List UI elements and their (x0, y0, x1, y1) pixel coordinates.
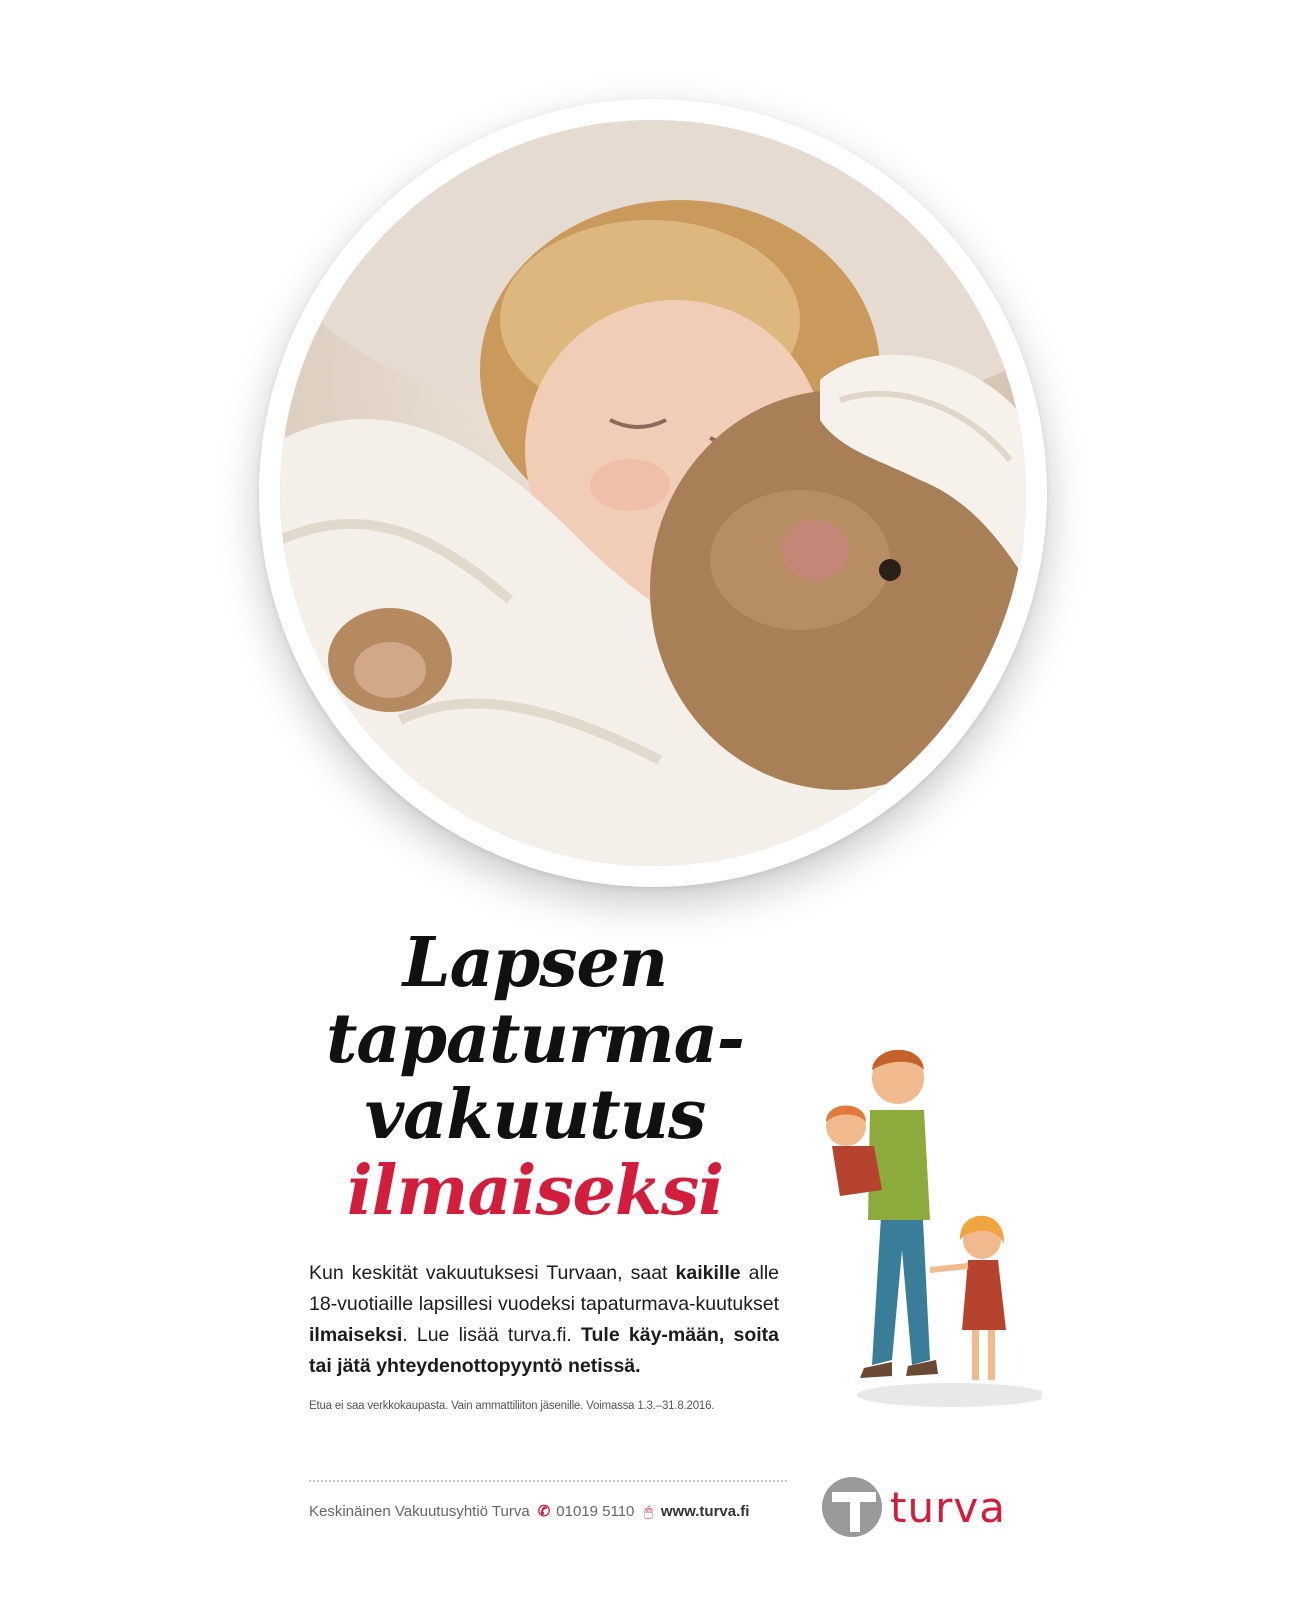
body-bold-1: kaikille (675, 1262, 741, 1284)
photo-drawing (280, 120, 1026, 866)
body-paragraph (309, 1258, 779, 1382)
phone-icon: ✆ (537, 1503, 551, 1520)
body-bold-3: Tule käy-mään, soita tai jätä yhteydenottopyyntö netissä. (309, 1324, 779, 1377)
website-link[interactable]: www.turva.fi (660, 1502, 750, 1520)
headline-line-2: tapaturma- (326, 999, 744, 1079)
body-text-3: . Lue lisää turva.fi. (402, 1324, 582, 1346)
footer-contact (309, 1502, 809, 1520)
body-text-1: Kun keskität vakuutuksesi Turvaan, saat (309, 1262, 676, 1284)
headline-line-1: Lapsen (402, 923, 668, 1003)
headline (300, 925, 770, 1229)
phone-number[interactable]: 01019 5110 (556, 1502, 635, 1520)
turva-logo-mark-icon (820, 1475, 884, 1539)
footer-divider (309, 1480, 787, 1482)
family-illustration (812, 1030, 1042, 1410)
mouse-icon: 🖱 (644, 1502, 653, 1519)
headline-line-3: vakuutus (364, 1075, 706, 1155)
turva-logo (820, 1475, 1006, 1539)
sleeping-child-photo (280, 120, 1026, 866)
turva-logo-word: turva (890, 1482, 1006, 1532)
company-name: Keskinäinen Vakuutusyhtiö Turva (309, 1502, 530, 1520)
body-bold-2: ilmaiseksi (309, 1324, 403, 1346)
disclaimer: Etua ei saa verkkokaupasta. Vain ammattiliiton jäsenille. Voimassa 1.3.–31.8.2016. (309, 1400, 715, 1412)
body-text-2: alle 18-vuotiaille lapsillesi vuodeksi tapaturmava-kuutukset (309, 1262, 779, 1315)
headline-line-4: ilmaiseksi (346, 1151, 724, 1231)
